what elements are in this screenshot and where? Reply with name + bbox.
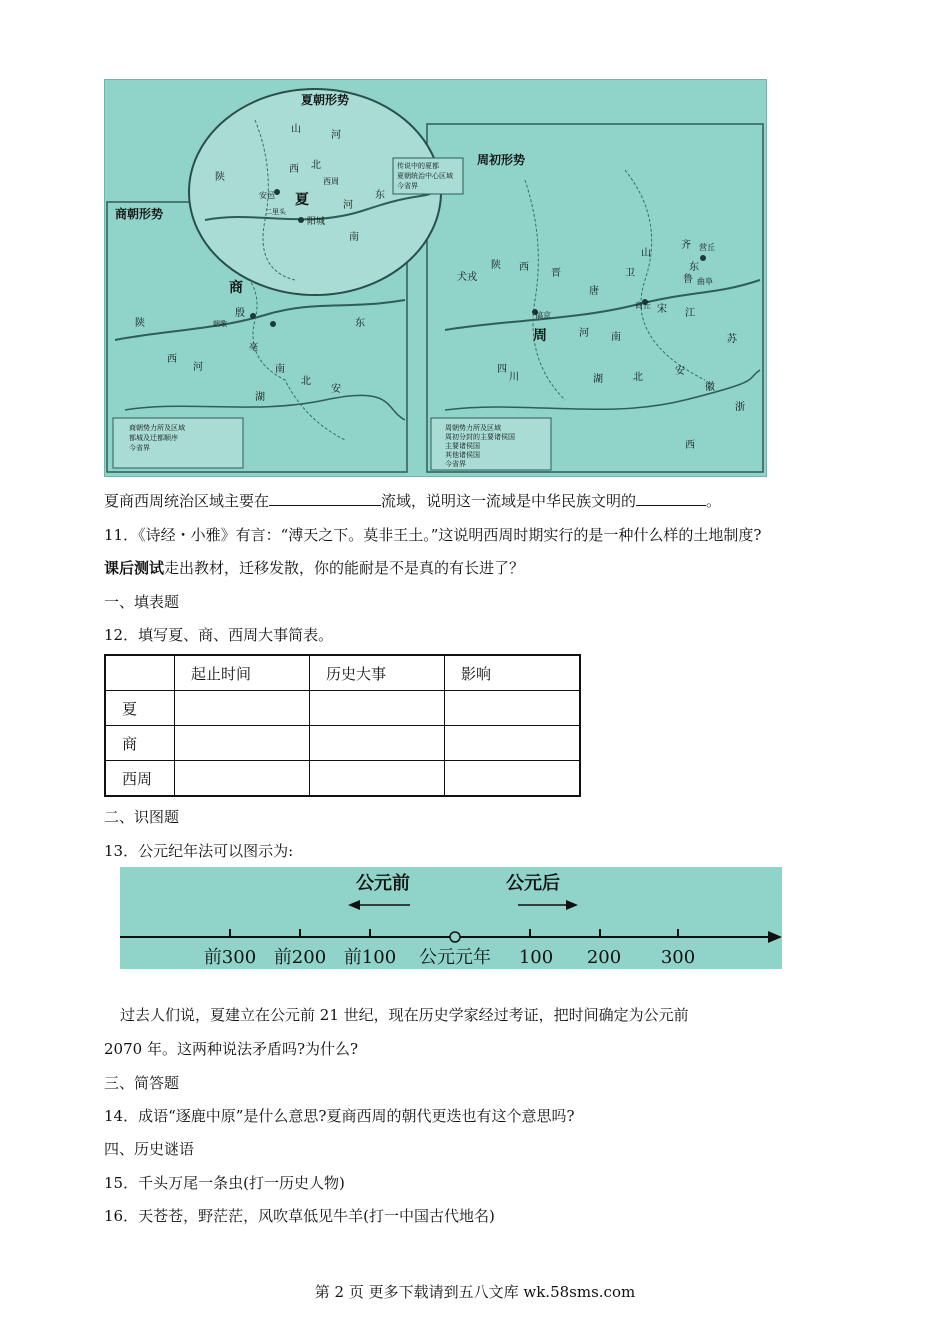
timeline-label-before: 公元前 xyxy=(356,873,410,894)
table-row xyxy=(105,691,580,726)
section-heading-read-figure: 二、识图题 xyxy=(104,808,180,826)
q13-question: 13．公元纪年法可以图示为: xyxy=(104,842,294,860)
svg-text:山: 山 xyxy=(641,248,651,259)
table-row-label: 夏 xyxy=(105,691,175,726)
svg-text:西周: 西周 xyxy=(323,177,339,186)
svg-text:北: 北 xyxy=(301,376,311,387)
svg-text:周: 周 xyxy=(533,328,547,344)
shang-map-labels xyxy=(135,279,365,403)
svg-text:镐京: 镐京 xyxy=(535,311,551,320)
table-header-cell xyxy=(105,655,175,691)
svg-text:安: 安 xyxy=(675,366,685,377)
table-cell[interactable] xyxy=(310,691,445,726)
svg-text:都城及迁都顺序: 都城及迁都顺序 xyxy=(129,434,178,442)
after-class-test xyxy=(104,557,524,578)
page-footer: 第 2 页 更多下载请到五八文库 wk.58sms.com xyxy=(314,1283,636,1301)
svg-text:西: 西 xyxy=(685,440,695,451)
section-heading-short-answer: 三、简答题 xyxy=(104,1074,180,1092)
svg-text:商: 商 xyxy=(229,280,243,296)
table-cell[interactable] xyxy=(445,761,581,797)
table-row xyxy=(105,761,580,797)
q13-paragraph-2: 2070 年。这两种说法矛盾吗?为什么? xyxy=(104,1040,359,1058)
table-row-label: 商 xyxy=(105,726,175,761)
svg-text:东: 东 xyxy=(689,262,699,273)
q12-question: 12．填写夏、商、西周大事简表。 xyxy=(104,626,334,644)
table-header-cell: 历史大事 xyxy=(310,655,445,691)
svg-text:今省界: 今省界 xyxy=(445,460,466,468)
timeline-axis-arrow xyxy=(768,931,782,943)
table-row xyxy=(105,726,580,761)
svg-text:夏: 夏 xyxy=(295,192,309,208)
tick-label: 前100 xyxy=(343,947,397,968)
events-table xyxy=(104,654,581,797)
svg-text:南: 南 xyxy=(611,332,621,343)
q16-question: 16．天苍苍，野茫茫，风吹草低见牛羊(打一中国古代地名) xyxy=(104,1207,495,1225)
timeline-tick-labels xyxy=(204,946,695,968)
arrow-right-head xyxy=(566,900,578,910)
table-header-cell: 影响 xyxy=(445,655,581,691)
svg-text:营丘: 营丘 xyxy=(699,243,715,252)
tick-label: 100 xyxy=(518,947,554,968)
svg-text:陕: 陕 xyxy=(215,172,225,183)
q10-text-b: 流域，说明这一流域是中华民族文明的 xyxy=(381,492,637,510)
svg-text:宋: 宋 xyxy=(657,304,667,315)
svg-text:阳城: 阳城 xyxy=(307,217,326,227)
svg-text:曲阜: 曲阜 xyxy=(697,277,713,286)
svg-text:主要诸侯国: 主要诸侯国 xyxy=(445,442,480,450)
svg-text:晋: 晋 xyxy=(551,268,561,279)
svg-text:亳: 亳 xyxy=(249,343,259,353)
svg-text:东: 东 xyxy=(355,318,365,329)
svg-text:今省界: 今省界 xyxy=(397,182,418,190)
svg-text:西: 西 xyxy=(519,262,529,273)
table-cell[interactable] xyxy=(175,761,310,797)
arrow-left-head xyxy=(348,900,360,910)
svg-text:徽: 徽 xyxy=(705,382,715,393)
q10-line xyxy=(104,490,721,511)
timeline-figure xyxy=(120,867,782,969)
svg-text:二里头: 二里头 xyxy=(265,208,286,216)
after-class-test-desc: 走出教材，迁移发散，你的能耐是不是真的有长进了？ xyxy=(164,559,525,577)
svg-text:陕: 陕 xyxy=(491,260,501,271)
q10-text-c: 。 xyxy=(706,492,722,510)
svg-text:江: 江 xyxy=(685,308,695,319)
shang-map-title: 商朝形势 xyxy=(115,207,164,221)
svg-text:南: 南 xyxy=(349,232,359,243)
svg-text:商丘: 商丘 xyxy=(635,301,651,310)
q13-paragraph-1: 过去人们说，夏建立在公元前 21 世纪，现在历史学家经过考证，把时间确定为公元前 xyxy=(120,1006,689,1024)
svg-text:河: 河 xyxy=(331,130,341,141)
svg-text:山: 山 xyxy=(291,124,301,135)
after-class-test-heading: 课后测试 xyxy=(104,559,165,577)
svg-text:今省界: 今省界 xyxy=(129,444,150,452)
svg-text:鲁: 鲁 xyxy=(683,274,693,285)
section-heading-fill-table: 一、填表题 xyxy=(104,593,180,611)
table-cell[interactable] xyxy=(175,691,310,726)
svg-text:河: 河 xyxy=(193,362,203,373)
svg-text:安邑: 安邑 xyxy=(259,191,275,200)
table-cell[interactable] xyxy=(445,726,581,761)
tick-label: 公元元年 xyxy=(419,947,491,968)
svg-text:周朝势力所及区域: 周朝势力所及区域 xyxy=(445,424,501,432)
svg-text:苏: 苏 xyxy=(727,334,737,345)
q10-blank-1[interactable] xyxy=(269,491,381,506)
table-cell[interactable] xyxy=(445,691,581,726)
table-cell[interactable] xyxy=(310,726,445,761)
yellow-river-zhou xyxy=(445,280,760,330)
svg-text:殷: 殷 xyxy=(235,308,245,319)
timeline-label-after: 公元后 xyxy=(506,873,560,894)
svg-text:河: 河 xyxy=(343,200,353,211)
yangtze-river-shang xyxy=(125,395,405,420)
timeline-svg xyxy=(120,867,782,969)
svg-text:夏朝统治中心区域: 夏朝统治中心区域 xyxy=(397,172,453,180)
svg-text:唐: 唐 xyxy=(589,286,599,297)
svg-text:安: 安 xyxy=(331,384,341,395)
svg-text:周初分封的主要诸侯国: 周初分封的主要诸侯国 xyxy=(445,433,515,441)
svg-text:朝歌: 朝歌 xyxy=(213,320,227,328)
table-header-cell: 起止时间 xyxy=(175,655,310,691)
svg-text:齐: 齐 xyxy=(681,240,691,251)
tick-label: 前300 xyxy=(203,947,257,968)
svg-text:卫: 卫 xyxy=(625,268,635,279)
svg-text:河: 河 xyxy=(579,328,589,339)
table-cell[interactable] xyxy=(175,726,310,761)
history-map-figure xyxy=(104,79,767,477)
q11-question: 11．《诗经・小雅》有言：“溥天之下。莫非王土。”这说明西周时期实行的是一种什么样的土地制度? xyxy=(104,526,762,544)
table-header-row xyxy=(105,655,580,691)
svg-text:犬戎: 犬戎 xyxy=(457,272,477,283)
svg-text:其他诸侯国: 其他诸侯国 xyxy=(445,451,480,459)
q10-text-a: 夏商西周统治区域主要在 xyxy=(104,492,270,510)
xia-map-title: 夏朝形势 xyxy=(301,93,350,107)
svg-text:东: 东 xyxy=(375,190,385,201)
tick-label: 前200 xyxy=(273,947,327,968)
section-heading-riddles: 四、历史谜语 xyxy=(104,1140,195,1158)
timeline-origin-circle xyxy=(450,932,460,942)
svg-text:南: 南 xyxy=(275,364,285,375)
map-svg xyxy=(105,80,766,476)
tick-label: 300 xyxy=(660,947,696,968)
q14-question: 14．成语“逐鹿中原”是什么意思?夏商西周的朝代更迭也有这个意思吗? xyxy=(104,1107,575,1125)
svg-text:浙: 浙 xyxy=(735,402,745,413)
svg-text:北: 北 xyxy=(311,160,321,171)
svg-text:西: 西 xyxy=(167,354,177,365)
svg-text:商朝势力所及区域: 商朝势力所及区域 xyxy=(129,424,185,432)
q15-question: 15．千头万尾一条虫(打一历史人物) xyxy=(104,1174,345,1192)
q10-blank-2[interactable] xyxy=(636,491,706,506)
svg-text:传说中的夏都: 传说中的夏都 xyxy=(397,162,439,170)
svg-text:北: 北 xyxy=(633,372,643,383)
svg-text:湖: 湖 xyxy=(255,392,265,403)
svg-text:陕: 陕 xyxy=(135,318,145,329)
tick-label: 200 xyxy=(586,947,622,968)
table-cell[interactable] xyxy=(310,761,445,797)
svg-text:四: 四 xyxy=(497,364,507,375)
svg-text:川: 川 xyxy=(509,372,519,383)
svg-text:西: 西 xyxy=(289,164,299,175)
svg-text:湖: 湖 xyxy=(593,374,603,385)
zhou-map-title: 周初形势 xyxy=(477,153,526,167)
table-row-label: 西周 xyxy=(105,761,175,797)
